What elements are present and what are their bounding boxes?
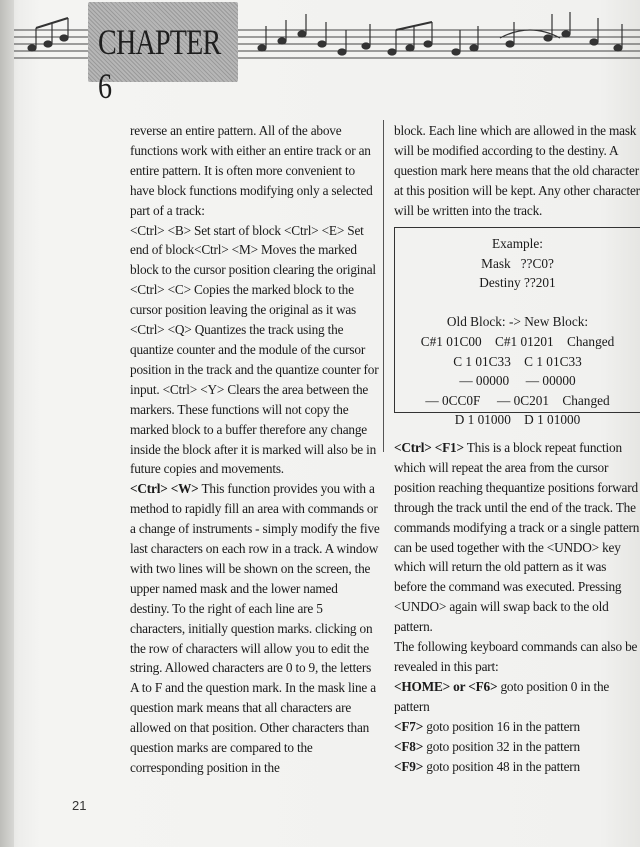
key-f8: <F8> [394, 738, 424, 754]
example-row: D 1 01000 D 1 01000 [454, 412, 581, 428]
example-row: — 0CC0F — 0C201 Changed [425, 392, 610, 408]
chapter-title: CHAPTER 6 [98, 22, 221, 106]
keyboard-item [394, 717, 640, 737]
keyboard-item-text: goto position 32 in the pattern [423, 738, 580, 754]
example-row: — 00000 — 00000 [459, 373, 576, 389]
keyboard-item [394, 757, 640, 777]
key-f7: <F7> [394, 718, 424, 734]
example-spacer [395, 293, 640, 313]
page-binding-shadow [0, 0, 14, 847]
example-heading: Example: [492, 236, 543, 251]
ctrl-w-text: This function provides you with a method to rapidly fill an area with commands or a change of instruments - simply modify the five last characters on each row in a track. A window with two lines will be shown on the screen, the upper named mask and the lower named destiny. To the right of each line are 5 characters, initially question marks. clicking on the row of characters will allow you to edit the string. Allowed characters are 0 to 9, the letters A to F and the question mark. In the mask line a question mark means that all characters are allowed on that position. Other characters than question marks are compared to the corresponding position in the [130, 481, 380, 775]
paragraph-block-keys: <Ctrl> <B> Set start of block <Ctrl> <E> Set end of block<Ctrl> <M> Moves the marked block to the cursor position clearing the original <Ctrl> <C> Copies the marked block to the cursor position leaving the original as it was <Ctrl> <Q> Quantizes the track using the quantize counter and the module of the cursor position in the track and the quantize counter for input. <Ctrl> <Y> Clears the area between the markers. These functions will not copy the marked block to a buffer therefore any change inside the block after it is marked will also be in future copies and movements. [130, 222, 379, 477]
paragraph-intro: reverse an entire pattern. All of the above functions work with either an entire track or an entire pattern. It is often more convenient to have block functions modifying only a selected part of a track: [130, 123, 373, 218]
key-ctrl-w: <Ctrl> <W> [130, 481, 199, 497]
left-column [130, 121, 380, 778]
right-column-top [394, 121, 640, 221]
example-row: C#1 01C00 C#1 01201 Changed [420, 333, 615, 349]
column-divider [383, 120, 384, 452]
key-ctrl-f1: <Ctrl> <F1> [394, 440, 464, 455]
keyboard-item [394, 737, 640, 757]
example-destiny: Destiny ??201 [479, 275, 556, 291]
example-block-header: Old Block: -> New Block: [446, 314, 589, 330]
paragraph-mask-destiny: block. Each line which are allowed in the mask will be modified according to the destiny. A question mark here means that the old character at this position will be kept. Any other character will be written into the track. [394, 123, 640, 218]
keyboard-item [394, 677, 640, 717]
keyboard-item-text: goto position 16 in the pattern [423, 718, 580, 734]
paragraph-keyboard-intro: The following keyboard commands can also be revealed in this part: [394, 639, 638, 674]
keyboard-item-text: goto position 48 in the pattern [423, 758, 580, 774]
page-number: 21 [72, 798, 87, 813]
example-row: C 1 01C33 C 1 01C33 [453, 353, 582, 369]
paragraph-ctrl-f1 [394, 438, 640, 637]
example-box [394, 227, 640, 428]
example-mask: Mask ??C0? [481, 255, 554, 271]
key-f9: <F9> [394, 758, 424, 774]
key-home-f6: <HOME> or <F6> [394, 678, 498, 694]
ctrl-f1-text: This is a block repeat function which will repeat the area from the cursor position reaching thequantize positions forward through the track until the end of the track. The commands modifying a track or a single pattern can be used together with the <UNDO> key which will return the old pattern as it was before the command was executed. Pressing <UNDO> again will swap back to the old pattern. [394, 440, 640, 635]
keyboard-item-text: goto position 0 in the pattern [394, 678, 610, 714]
paragraph-ctrl-w [130, 479, 380, 778]
right-column-lower [394, 438, 640, 776]
